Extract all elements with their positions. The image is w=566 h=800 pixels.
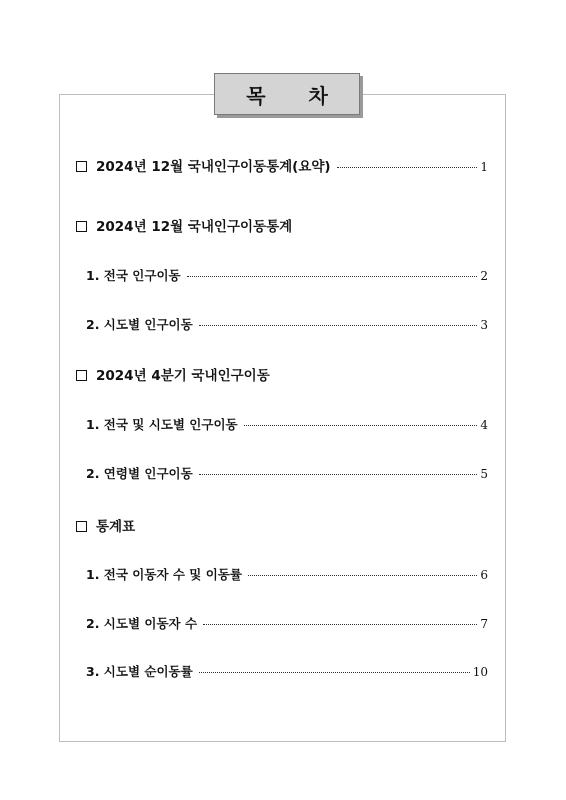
toc-entry-page: 5 (480, 467, 488, 481)
toc-entry-label: 1. 전국 인구이동 (86, 268, 181, 283)
toc-entry-label: 2. 연령별 인구이동 (86, 466, 193, 481)
toc-entry-page: 6 (480, 568, 488, 582)
toc-entry-page: 7 (480, 617, 488, 631)
checkbox-icon (76, 221, 87, 232)
toc-entry-summary[interactable] (76, 155, 488, 175)
toc-entry-national-regional[interactable] (86, 415, 488, 433)
toc-entry-national-movers[interactable] (86, 565, 488, 583)
toc-entry-label: 1. 전국 및 시도별 인구이동 (86, 417, 238, 432)
toc-entry-quarterly[interactable] (76, 364, 488, 384)
toc-entry-page: 2 (480, 269, 488, 283)
toc-entry-label: 2. 시도별 인구이동 (86, 317, 193, 332)
dot-leader (199, 672, 470, 673)
dot-leader (244, 425, 478, 426)
toc-entry-label: 통계표 (96, 519, 136, 535)
toc-entry-age-migration[interactable] (86, 464, 488, 482)
checkbox-icon (76, 521, 87, 532)
toc-entry-monthly[interactable] (76, 215, 488, 235)
dot-leader (337, 167, 478, 168)
toc-entry-label: 2. 시도별 이동자 수 (86, 616, 198, 631)
toc-entry-label: 2024년 12월 국내인구이동통계 (96, 219, 293, 235)
toc-entry-page: 4 (480, 418, 488, 432)
toc-entry-label: 3. 시도별 순이동률 (86, 664, 193, 679)
toc-entry-label: 2024년 12월 국내인구이동통계(요약) (96, 159, 331, 175)
toc-entry-tables[interactable] (76, 515, 488, 535)
dot-leader (199, 474, 478, 475)
dot-leader (199, 325, 478, 326)
toc-title-box (214, 73, 360, 115)
toc-entry-page: 1 (480, 160, 488, 174)
checkbox-icon (76, 161, 87, 172)
toc-title: 목 차 (246, 83, 346, 108)
toc-entry-regional-movers[interactable] (86, 614, 488, 632)
toc-entry-regional-migration[interactable] (86, 315, 488, 333)
toc-entry-label: 2024년 4분기 국내인구이동 (96, 368, 270, 384)
dot-leader (248, 575, 477, 576)
toc-entry-net-migration-rate[interactable] (86, 662, 488, 680)
toc-entry-page: 10 (472, 665, 488, 679)
toc-entry-national-migration[interactable] (86, 266, 488, 284)
dot-leader (203, 624, 477, 625)
toc-entry-page: 3 (480, 318, 488, 332)
checkbox-icon (76, 370, 87, 381)
toc-entry-label: 1. 전국 이동자 수 및 이동률 (86, 567, 242, 582)
dot-leader (187, 276, 478, 277)
